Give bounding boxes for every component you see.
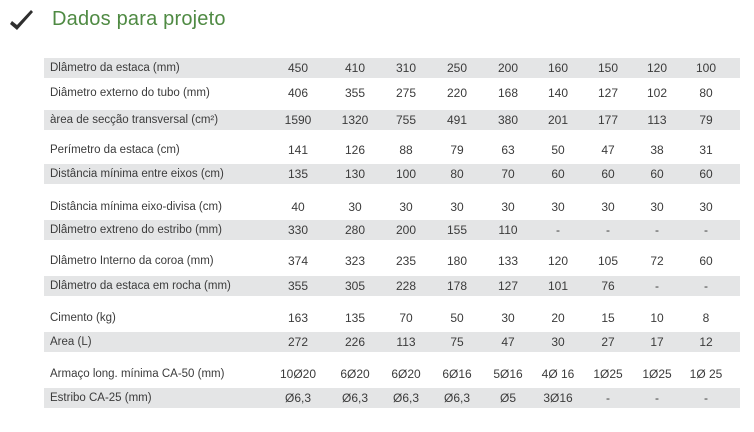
table-cell: 47 [501, 335, 515, 349]
table-cell: Ø5 [499, 391, 516, 405]
table-cell: 30 [399, 200, 413, 214]
table-cell: 150 [597, 61, 619, 75]
table-cell: - [556, 223, 560, 237]
table-cell: 330 [287, 223, 309, 237]
table-cell: 200 [395, 223, 417, 237]
table-cell: 30 [501, 200, 515, 214]
table-row [44, 246, 740, 276]
table-cell: 140 [547, 86, 569, 100]
table-row [44, 332, 740, 352]
table-cell: 323 [344, 254, 366, 268]
page-title: Dados para projeto [52, 8, 226, 30]
table-cell: 135 [287, 167, 309, 181]
table-cell: 275 [395, 86, 417, 100]
row-label: Dlâmetro Interno da coroa (mm) [50, 255, 214, 267]
table-cell: 30 [501, 311, 515, 325]
table-cell: 30 [348, 200, 362, 214]
table-cell: 160 [547, 61, 569, 75]
table-cell: 30 [601, 200, 615, 214]
table-cell: 10 [650, 311, 664, 325]
table-cell: 3Ø16 [543, 391, 573, 405]
table-cell: 60 [699, 167, 713, 181]
table-cell: - [704, 391, 708, 405]
table-cell: 450 [287, 61, 309, 75]
row-label: Dlâmetro extreno do estribo (mm) [50, 224, 222, 236]
table-cell: - [704, 279, 708, 293]
table-cell: 30 [650, 200, 664, 214]
table-cell: 280 [344, 223, 366, 237]
table-cell: 60 [601, 167, 615, 181]
table-cell: 102 [646, 86, 668, 100]
table-cell: Ø6,3 [392, 391, 419, 405]
table-cell: 120 [547, 254, 569, 268]
table-cell: 406 [287, 86, 309, 100]
table-cell: 250 [446, 61, 468, 75]
table-cell: 141 [287, 143, 309, 157]
table-cell: 355 [344, 86, 366, 100]
table-cell: Ø6,3 [443, 391, 470, 405]
table-cell: 12 [699, 335, 713, 349]
section-header [0, 0, 754, 46]
table-cell: 105 [597, 254, 619, 268]
table-cell: - [655, 391, 659, 405]
table-row [44, 276, 740, 296]
table-row [44, 220, 740, 240]
table-cell: 310 [395, 61, 417, 75]
row-label: Cimento (kg) [50, 312, 116, 324]
table-row [44, 388, 740, 408]
table-cell: 31 [699, 143, 713, 157]
row-label: Diâmetro externo do tubo (mm) [50, 87, 210, 99]
table-cell: 72 [650, 254, 664, 268]
row-label: Armaço long. mínima CA-50 (mm) [50, 368, 225, 380]
table-cell: 10Ø20 [279, 367, 317, 381]
table-cell: 63 [501, 143, 515, 157]
table-cell: 155 [446, 223, 468, 237]
table-cell: 17 [650, 335, 664, 349]
table-row [44, 82, 740, 104]
table-row [44, 58, 740, 78]
table-cell: 8 [702, 311, 710, 325]
table-cell: 1Ø25 [593, 367, 623, 381]
table-cell: - [606, 223, 610, 237]
table-cell: 38 [650, 143, 664, 157]
table-cell: 178 [446, 279, 468, 293]
table-cell: 127 [597, 86, 619, 100]
table-cell: 110 [498, 223, 518, 237]
table-cell: 127 [497, 279, 519, 293]
table-cell: Ø6,3 [341, 391, 368, 405]
row-label: Distância mínima entre eixos (cm) [50, 168, 224, 180]
table-cell: 27 [601, 335, 615, 349]
table-cell: 491 [446, 113, 468, 127]
table-cell: 120 [646, 61, 668, 75]
table-cell: 50 [551, 143, 565, 157]
table-cell: 130 [344, 167, 366, 181]
table-cell: 79 [450, 143, 464, 157]
table-cell: 228 [395, 279, 417, 293]
table-cell: 60 [551, 167, 565, 181]
table-cell: 126 [344, 143, 366, 157]
table-cell: 30 [551, 335, 565, 349]
table-cell: 113 [396, 335, 416, 349]
table-cell: 133 [497, 254, 519, 268]
table-cell: 40 [291, 200, 305, 214]
row-label: Area (L) [50, 336, 92, 348]
row-label: Estribo CA-25 (mm) [50, 392, 152, 404]
row-label: Distância mínima eixo-divisa (cm) [50, 201, 222, 213]
row-label: àrea de secção transversal (cm²) [50, 114, 219, 126]
table-cell: 755 [395, 113, 417, 127]
table-cell: 20 [551, 311, 565, 325]
table-cell: 60 [699, 254, 713, 268]
table-cell: 374 [287, 254, 309, 268]
table-cell: 79 [699, 113, 713, 127]
table-cell: 226 [344, 335, 366, 349]
table-cell: 168 [497, 86, 519, 100]
table-cell: 47 [601, 143, 615, 157]
table-cell: 75 [450, 335, 464, 349]
table-cell: 380 [497, 113, 519, 127]
table-cell: - [606, 391, 610, 405]
row-label: Perímetro da estaca (cm) [50, 144, 180, 156]
table-cell: 177 [597, 113, 619, 127]
table-cell: 50 [450, 311, 464, 325]
table-cell: 80 [699, 86, 713, 100]
table-cell: Ø6,3 [284, 391, 311, 405]
table-cell: 88 [399, 143, 413, 157]
table-cell: 5Ø16 [493, 367, 523, 381]
table-cell: 410 [344, 61, 366, 75]
table-cell: 1590 [284, 113, 312, 127]
table-cell: 100 [695, 61, 717, 75]
table-cell: 6Ø16 [442, 367, 472, 381]
table-cell: 6Ø20 [340, 367, 370, 381]
table-cell: 6Ø20 [391, 367, 421, 381]
table-cell: 30 [551, 200, 565, 214]
table-row [44, 164, 740, 184]
row-label: Dlâmetro da estaca em rocha (mm) [50, 280, 231, 292]
table-cell: 305 [344, 279, 366, 293]
table-cell: 180 [446, 254, 468, 268]
table-cell: - [704, 223, 708, 237]
table-cell: 101 [547, 279, 569, 293]
table-cell: 70 [501, 167, 515, 181]
table-cell: 201 [547, 113, 569, 127]
table-row [44, 110, 740, 130]
row-label: Dlâmetro da estaca (mm) [50, 62, 180, 74]
table-cell: - [655, 223, 659, 237]
table-cell: 1Ø25 [642, 367, 672, 381]
table-cell: 163 [287, 311, 309, 325]
table-cell: 100 [395, 167, 417, 181]
table-cell: 80 [450, 167, 464, 181]
table-cell: 220 [446, 86, 468, 100]
check-mark-icon [6, 8, 36, 36]
table-cell: 4Ø 16 [541, 367, 575, 381]
table-cell: 70 [399, 311, 413, 325]
table-cell: 272 [287, 335, 309, 349]
table-cell: 200 [497, 61, 519, 75]
table-cell: - [655, 279, 659, 293]
table-row [44, 194, 740, 220]
table-cell: 30 [699, 200, 713, 214]
table-cell: 15 [601, 311, 615, 325]
table-row [44, 304, 740, 332]
table-cell: 1320 [341, 113, 369, 127]
table-cell: 1Ø 25 [689, 367, 723, 381]
table-cell: 30 [450, 200, 464, 214]
table-cell: 76 [601, 279, 615, 293]
table-cell: 113 [647, 113, 667, 127]
table-cell: 135 [344, 311, 366, 325]
table-cell: 355 [287, 279, 309, 293]
table-cell: 60 [650, 167, 664, 181]
table-row [44, 138, 740, 162]
table-row [44, 360, 740, 388]
table-cell: 235 [395, 254, 417, 268]
